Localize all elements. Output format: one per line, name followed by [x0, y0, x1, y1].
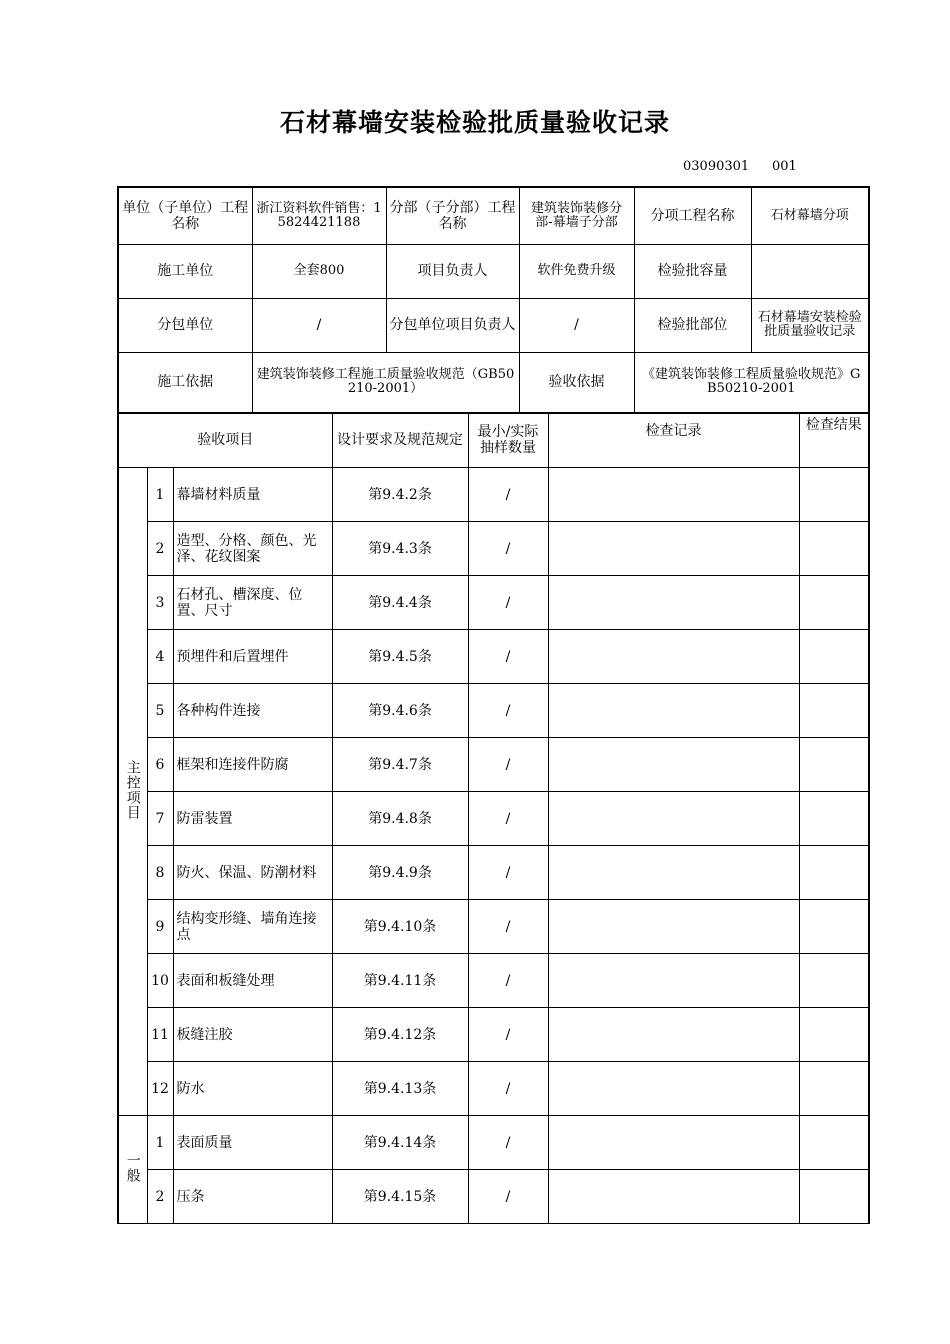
item-value: 石材幕墙分项 — [751, 187, 869, 244]
item-name: 表面质量 — [173, 1116, 332, 1170]
sample-count: / — [468, 522, 548, 576]
col-sample: 最小/实际抽样数量 — [468, 413, 548, 468]
batch-capacity-value — [751, 244, 869, 298]
check-record-cell[interactable] — [548, 900, 799, 954]
check-record-cell[interactable] — [548, 576, 799, 630]
subcontractor-value: / — [252, 298, 386, 352]
row-number: 1 — [147, 468, 173, 522]
item-name: 结构变形缝、墙角连接点 — [173, 900, 332, 954]
group-general-text: 一般 — [124, 1152, 141, 1183]
batch-part-value: 石材幕墙安装检验批质量验收记录 — [751, 298, 869, 352]
doc-code: 03090301 — [683, 159, 750, 174]
batch-part-label: 检验批部位 — [634, 298, 751, 352]
subdivision-value: 建筑装饰装修分部-幕墙子分部 — [519, 187, 634, 244]
clause-ref: 第9.4.8条 — [332, 792, 468, 846]
item-name: 预埋件和后置埋件 — [173, 630, 332, 684]
sample-count: / — [468, 900, 548, 954]
clause-ref: 第9.4.5条 — [332, 630, 468, 684]
sample-count: / — [468, 1062, 548, 1116]
sample-count: / — [468, 792, 548, 846]
row-number: 9 — [147, 900, 173, 954]
sample-count: / — [468, 738, 548, 792]
group-general — [118, 1116, 147, 1224]
group-main-control — [118, 468, 147, 1116]
sub-manager-value: / — [519, 298, 634, 352]
check-record-cell[interactable] — [548, 738, 799, 792]
check-result-cell[interactable] — [799, 900, 869, 954]
sample-count: / — [468, 1170, 548, 1224]
item-name: 幕墙材料质量 — [173, 468, 332, 522]
basis-value: 建筑装饰装修工程施工质量验收规范（GB50210-2001） — [252, 352, 519, 413]
row-number: 8 — [147, 846, 173, 900]
construction-unit-value: 全套800 — [252, 244, 386, 298]
table-row — [118, 954, 869, 1008]
check-result-cell[interactable] — [799, 954, 869, 1008]
item-name: 石材孔、槽深度、位置、尺寸 — [173, 576, 332, 630]
table-row — [118, 630, 869, 684]
table-row — [118, 900, 869, 954]
item-label: 分项工程名称 — [634, 187, 751, 244]
clause-ref: 第9.4.14条 — [332, 1116, 468, 1170]
group-main-control-text: 主控项目 — [124, 759, 141, 820]
table-row — [118, 1170, 869, 1224]
row-number: 7 — [147, 792, 173, 846]
item-name: 框架和连接件防腐 — [173, 738, 332, 792]
project-manager-value: 软件免费升级 — [519, 244, 634, 298]
clause-ref: 第9.4.7条 — [332, 738, 468, 792]
check-result-cell[interactable] — [799, 630, 869, 684]
check-result-cell[interactable] — [799, 792, 869, 846]
table-row — [118, 846, 869, 900]
doc-number: 001 — [772, 159, 797, 174]
row-number: 10 — [147, 954, 173, 1008]
clause-ref: 第9.4.9条 — [332, 846, 468, 900]
check-record-cell[interactable] — [548, 954, 799, 1008]
item-name: 造型、分格、颜色、光泽、花纹图案 — [173, 522, 332, 576]
row-number: 11 — [147, 1008, 173, 1062]
item-name: 各种构件连接 — [173, 684, 332, 738]
inspection-table — [117, 412, 870, 1224]
check-result-cell[interactable] — [799, 684, 869, 738]
construction-unit-label: 施工单位 — [118, 244, 252, 298]
check-record-cell[interactable] — [548, 792, 799, 846]
table-row — [118, 1062, 869, 1116]
unit-value: 浙江资料软件销售：15824421188 — [252, 187, 386, 244]
check-result-cell[interactable] — [799, 1170, 869, 1224]
check-result-cell[interactable] — [799, 738, 869, 792]
check-result-cell[interactable] — [799, 1062, 869, 1116]
check-record-cell[interactable] — [548, 522, 799, 576]
check-result-cell[interactable] — [799, 846, 869, 900]
check-result-cell[interactable] — [799, 1116, 869, 1170]
row-number: 1 — [147, 1116, 173, 1170]
clause-ref: 第9.4.2条 — [332, 468, 468, 522]
acceptance-basis-value: 《建筑装饰装修工程质量验收规范》GB50210-2001 — [634, 352, 869, 413]
page-title: 石材幕墙安装检验批质量验收记录 — [279, 108, 670, 137]
row-number: 2 — [147, 1170, 173, 1224]
check-record-cell[interactable] — [548, 1170, 799, 1224]
check-record-cell[interactable] — [548, 846, 799, 900]
item-name: 板缝注胶 — [173, 1008, 332, 1062]
clause-ref: 第9.4.11条 — [332, 954, 468, 1008]
item-name: 防火、保温、防潮材料 — [173, 846, 332, 900]
row-number: 12 — [147, 1062, 173, 1116]
sample-count: / — [468, 846, 548, 900]
check-result-cell[interactable] — [799, 1008, 869, 1062]
table-row — [118, 684, 869, 738]
basis-label: 施工依据 — [118, 352, 252, 413]
table-row — [118, 738, 869, 792]
sample-count: / — [468, 954, 548, 1008]
col-result: 检查结果 — [799, 413, 869, 468]
table-row — [118, 1008, 869, 1062]
sample-count: / — [468, 576, 548, 630]
item-name: 压条 — [173, 1170, 332, 1224]
batch-capacity-label: 检验批容量 — [634, 244, 751, 298]
clause-ref: 第9.4.6条 — [332, 684, 468, 738]
col-record: 检查记录 — [548, 413, 799, 468]
check-record-cell[interactable] — [548, 1116, 799, 1170]
acceptance-basis-label: 验收依据 — [519, 352, 634, 413]
check-result-cell[interactable] — [799, 522, 869, 576]
table-row — [118, 468, 869, 522]
col-design: 设计要求及规范规定 — [332, 413, 468, 468]
sample-count: / — [468, 630, 548, 684]
sub-manager-label: 分包单位项目负责人 — [386, 298, 519, 352]
row-number: 4 — [147, 630, 173, 684]
unit-label: 单位（子单位）工程名称 — [118, 187, 252, 244]
row-number: 3 — [147, 576, 173, 630]
col-item: 验收项目 — [118, 413, 332, 468]
table-row — [118, 522, 869, 576]
subcontractor-label: 分包单位 — [118, 298, 252, 352]
header-table — [117, 186, 870, 414]
table-row — [118, 576, 869, 630]
check-result-cell[interactable] — [799, 468, 869, 522]
item-name: 防水 — [173, 1062, 332, 1116]
row-number: 2 — [147, 522, 173, 576]
check-record-cell[interactable] — [548, 1062, 799, 1116]
clause-ref: 第9.4.3条 — [332, 522, 468, 576]
check-record-cell[interactable] — [548, 630, 799, 684]
subdivision-label: 分部（子分部）工程名称 — [386, 187, 519, 244]
clause-ref: 第9.4.4条 — [332, 576, 468, 630]
row-number: 6 — [147, 738, 173, 792]
clause-ref: 第9.4.12条 — [332, 1008, 468, 1062]
table-row — [118, 1116, 869, 1170]
clause-ref: 第9.4.15条 — [332, 1170, 468, 1224]
project-manager-label: 项目负责人 — [386, 244, 519, 298]
check-record-cell[interactable] — [548, 684, 799, 738]
check-record-cell[interactable] — [548, 468, 799, 522]
sample-count: / — [468, 1008, 548, 1062]
check-record-cell[interactable] — [548, 1008, 799, 1062]
sample-count: / — [468, 684, 548, 738]
sample-count: / — [468, 1116, 548, 1170]
sample-count: / — [468, 468, 548, 522]
item-name: 防雷装置 — [173, 792, 332, 846]
table-row — [118, 792, 869, 846]
item-name: 表面和板缝处理 — [173, 954, 332, 1008]
clause-ref: 第9.4.10条 — [332, 900, 468, 954]
row-number: 5 — [147, 684, 173, 738]
clause-ref: 第9.4.13条 — [332, 1062, 468, 1116]
check-result-cell[interactable] — [799, 576, 869, 630]
